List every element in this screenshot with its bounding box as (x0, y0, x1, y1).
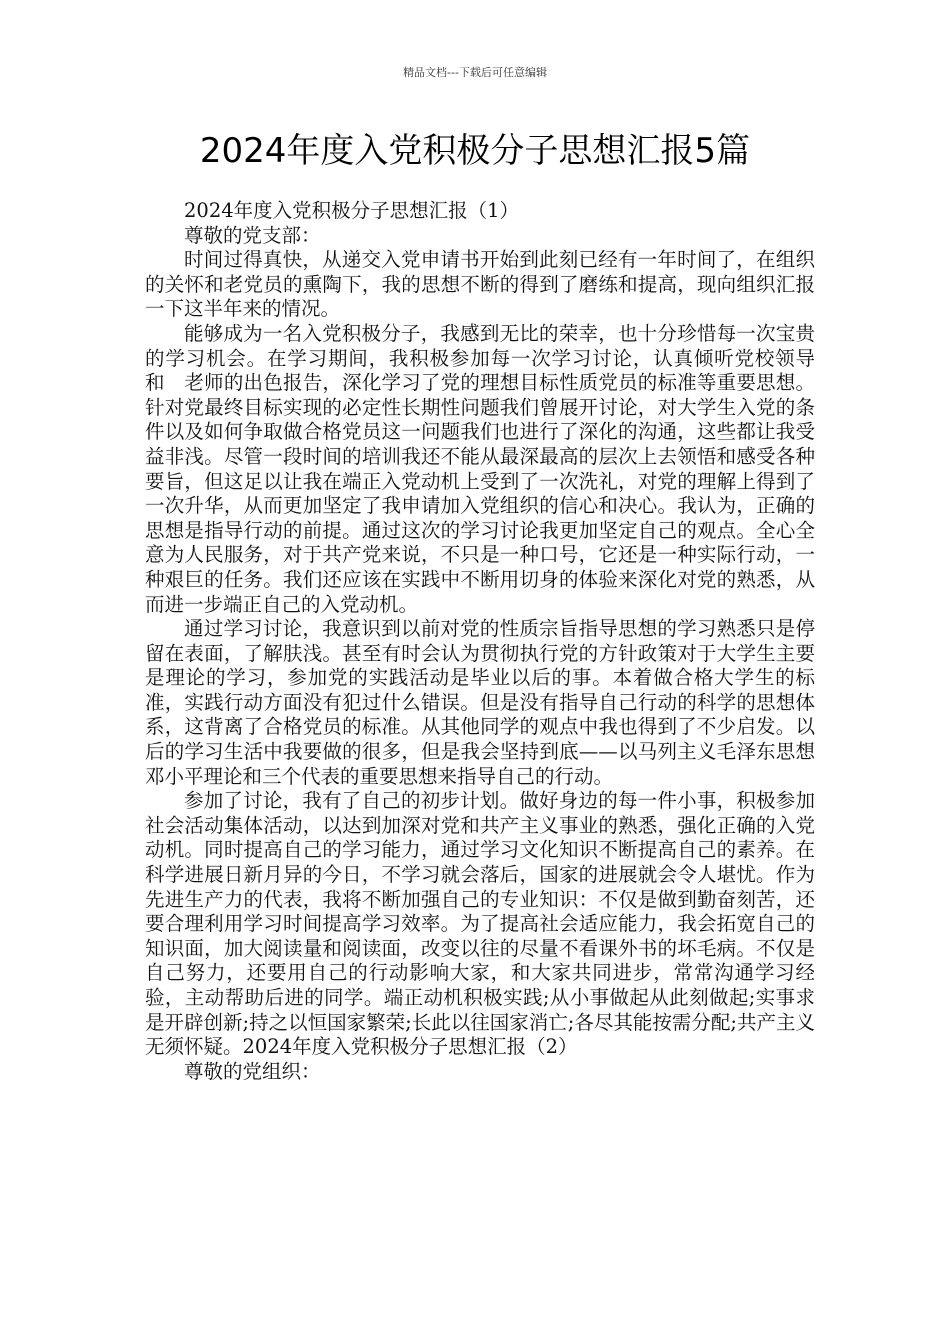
paragraph-salutation: 尊敬的党组织： (184, 1059, 321, 1083)
paragraph: 时间过得真快，从递交入党申请书开始到此刻已经有一年时间了，在组织的关怀和老党员的熏陶下，我的思想不断的得到了磨练和提高，现向组织汇报一下这半年来的情况。 (145, 248, 815, 321)
document-body (145, 199, 835, 1084)
page-header: 精品文档---下载后可任意编辑 (403, 66, 547, 79)
paragraph: 能够成为一名入党积极分子，我感到无比的荣幸，也十分珍惜每一次宝贵的学习机会。在学习期间，我积极参加每一次学习讨论，认真倾听党校领导 和 老师的出色报告，深化学习了党的理想目标性质党员的标准等重要思想。针对党最终目标实现的必定性长期性问题我们曾展开讨论，对大学生入党的条件以及如何争取做合格党员这一问题我们也进行了深化的沟通，这些都让我受益非浅。尽管一段时间的培训我还不能从最深最高的层次上去领悟和感受各种要旨，但这足以让我在端正入党动机上受到了一次洗礼，对党的理解上得到了一次升华，从而更加坚定了我申请加入党组织的信心和决心。我认为，正确的思想是指导行动的前提。通过这次的学习讨论我更加坚定自己的观点。全心全意为人民服务，对于共产党来说，不只是一种口号，它还是一种实际行动，一种艰巨的任务。我们还应该在实践中不断用切身的体验来深化对党的熟悉，从而进一步端正自己的入党动机。 (145, 321, 835, 616)
paragraph-section-heading: 2024年度入党积极分子思想汇报（1） (184, 199, 520, 222)
paragraph-salutation: 尊敬的党支部： (184, 223, 321, 247)
paragraph: 通过学习讨论，我意识到以前对党的性质宗旨指导思想的学习熟悉只是停留在表面，了解肤浅。甚至有时会认为贯彻执行党的方针政策对于大学生主要是理论的学习，参加党的实践活动是毕业以后的事。本着做合格大学生的标准，实践行动方面没有犯过什么错误。但是没有指导自己行动的科学的思想体系，这背离了合格党员的标准。从其他同学的观点中我也得到了不少启发。以后的学习生活中我要做的很多，但是我会坚持到底——以马列主义毛泽东思想邓小平理论和三个代表的重要思想来指导自己的行动。 (145, 617, 815, 788)
paragraph: 参加了讨论，我有了自己的初步计划。做好身边的每一件小事，积极参加社会活动集体活动，以达到加深对党和共产主义事业的熟悉，强化正确的入党动机。同时提高自己的学习能力，通过学习文化知识不断提高自己的素养。在科学进展日新月异的今日，不学习就会落后，国家的进展就会令人堪忧。作为先进生产力的代表，我将不断加强自己的专业知识：不仅是做到勤奋刻苦，还要合理利用学习时间提高学习效率。为了提高社会适应能力，我会拓宽自己的知识面，加大阅读量和阅读面，改变以往的尽量不看课外书的坏毛病。不仅是自己努力，还要用自己的行动影响大家，和大家共同进步，常常沟通学习经验，主动帮助后进的同学。端正动机积极实践;从小事做起从此刻做起;实事求是开辟创新;持之以恒国家繁荣;长此以往国家消亡;各尽其能按需分配;共产主义无须怀疑。2024年度入党积极分子思想汇报（2） (145, 789, 815, 1059)
document-title: 2024年度入党积极分子思想汇报5篇 (199, 131, 751, 171)
